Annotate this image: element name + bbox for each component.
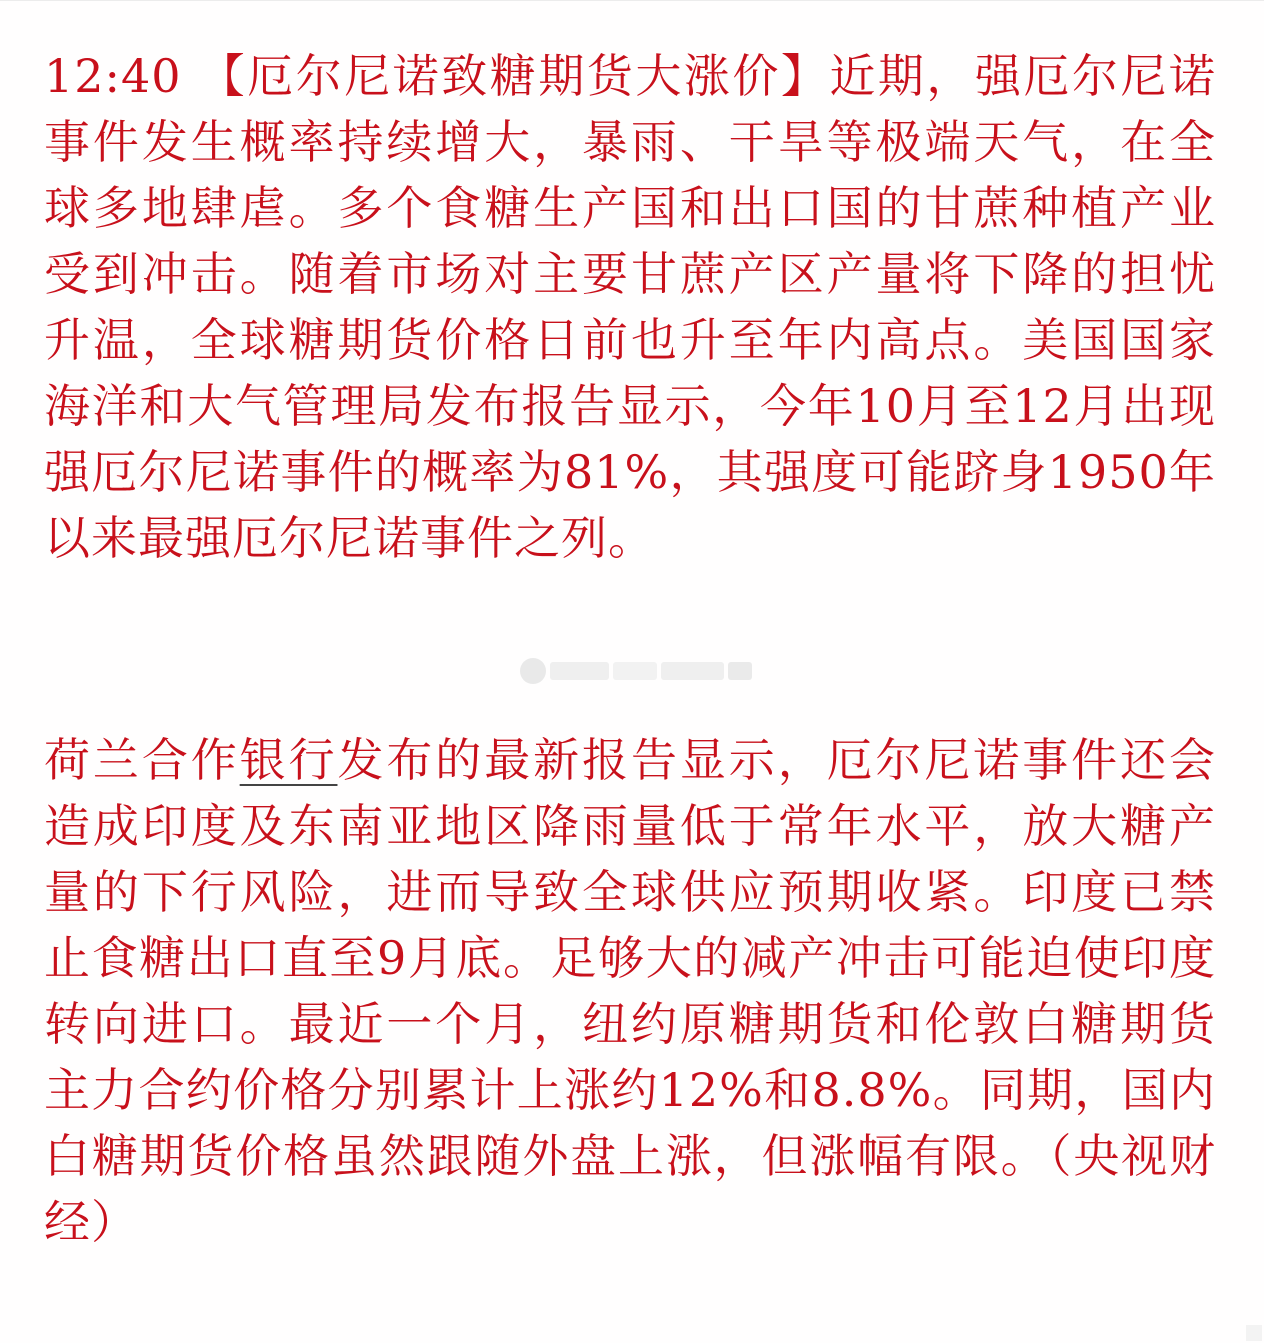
watermark-logo-icon bbox=[520, 658, 546, 684]
watermark-blur bbox=[661, 662, 724, 680]
corner-mark bbox=[1246, 1325, 1262, 1341]
article-paragraph-2 bbox=[44, 727, 1216, 1255]
news-time: 12:40 bbox=[44, 49, 182, 103]
watermark-blur bbox=[613, 662, 657, 680]
paragraph-1-body: 近期，强厄尔尼诺事件发生概率持续增大，暴雨、干旱等极端天气，在全球多地肆虐。多个食糖生产国和出口国的甘蔗种植产业受到冲击。随着市场对主要甘蔗产区产量将下降的担忧升温，全球糖期货价格日前也升至年内高点。美国国家海洋和大气管理局发布报告显示，今年10月至12月出现强厄尔尼诺事件的概率为81%，其强度可能跻身1950年以来最强厄尔尼诺事件之列。 bbox=[44, 49, 1217, 565]
article-paragraph-1 bbox=[44, 43, 1216, 571]
news-headline: 【厄尔尼诺致糖期货大涨价】 bbox=[198, 49, 830, 103]
paragraph-2-body: 发布的最新报告显示，厄尔尼诺事件还会造成印度及东南亚地区降雨量低于常年水平，放大糖产量的下行风险，进而导致全球供应预期收紧。印度已禁止食糖出口直至9月底。足够大的减产冲击可能迫使印度转向进口。最近一个月，纽约原糖期货和伦敦白糖期货主力合约价格分别累计上涨约12%和8.8%。同期，国内白糖期货价格虽然跟随外盘上涨，但涨幅有限。（央视财经） bbox=[44, 733, 1217, 1249]
watermark-blur bbox=[728, 662, 752, 680]
watermark-blur bbox=[550, 662, 609, 680]
paragraph-2-lead: 荷兰合作 bbox=[44, 733, 240, 787]
weibo-watermark-icon bbox=[520, 657, 752, 685]
bank-topic-link[interactable]: 银行 bbox=[239, 733, 338, 787]
